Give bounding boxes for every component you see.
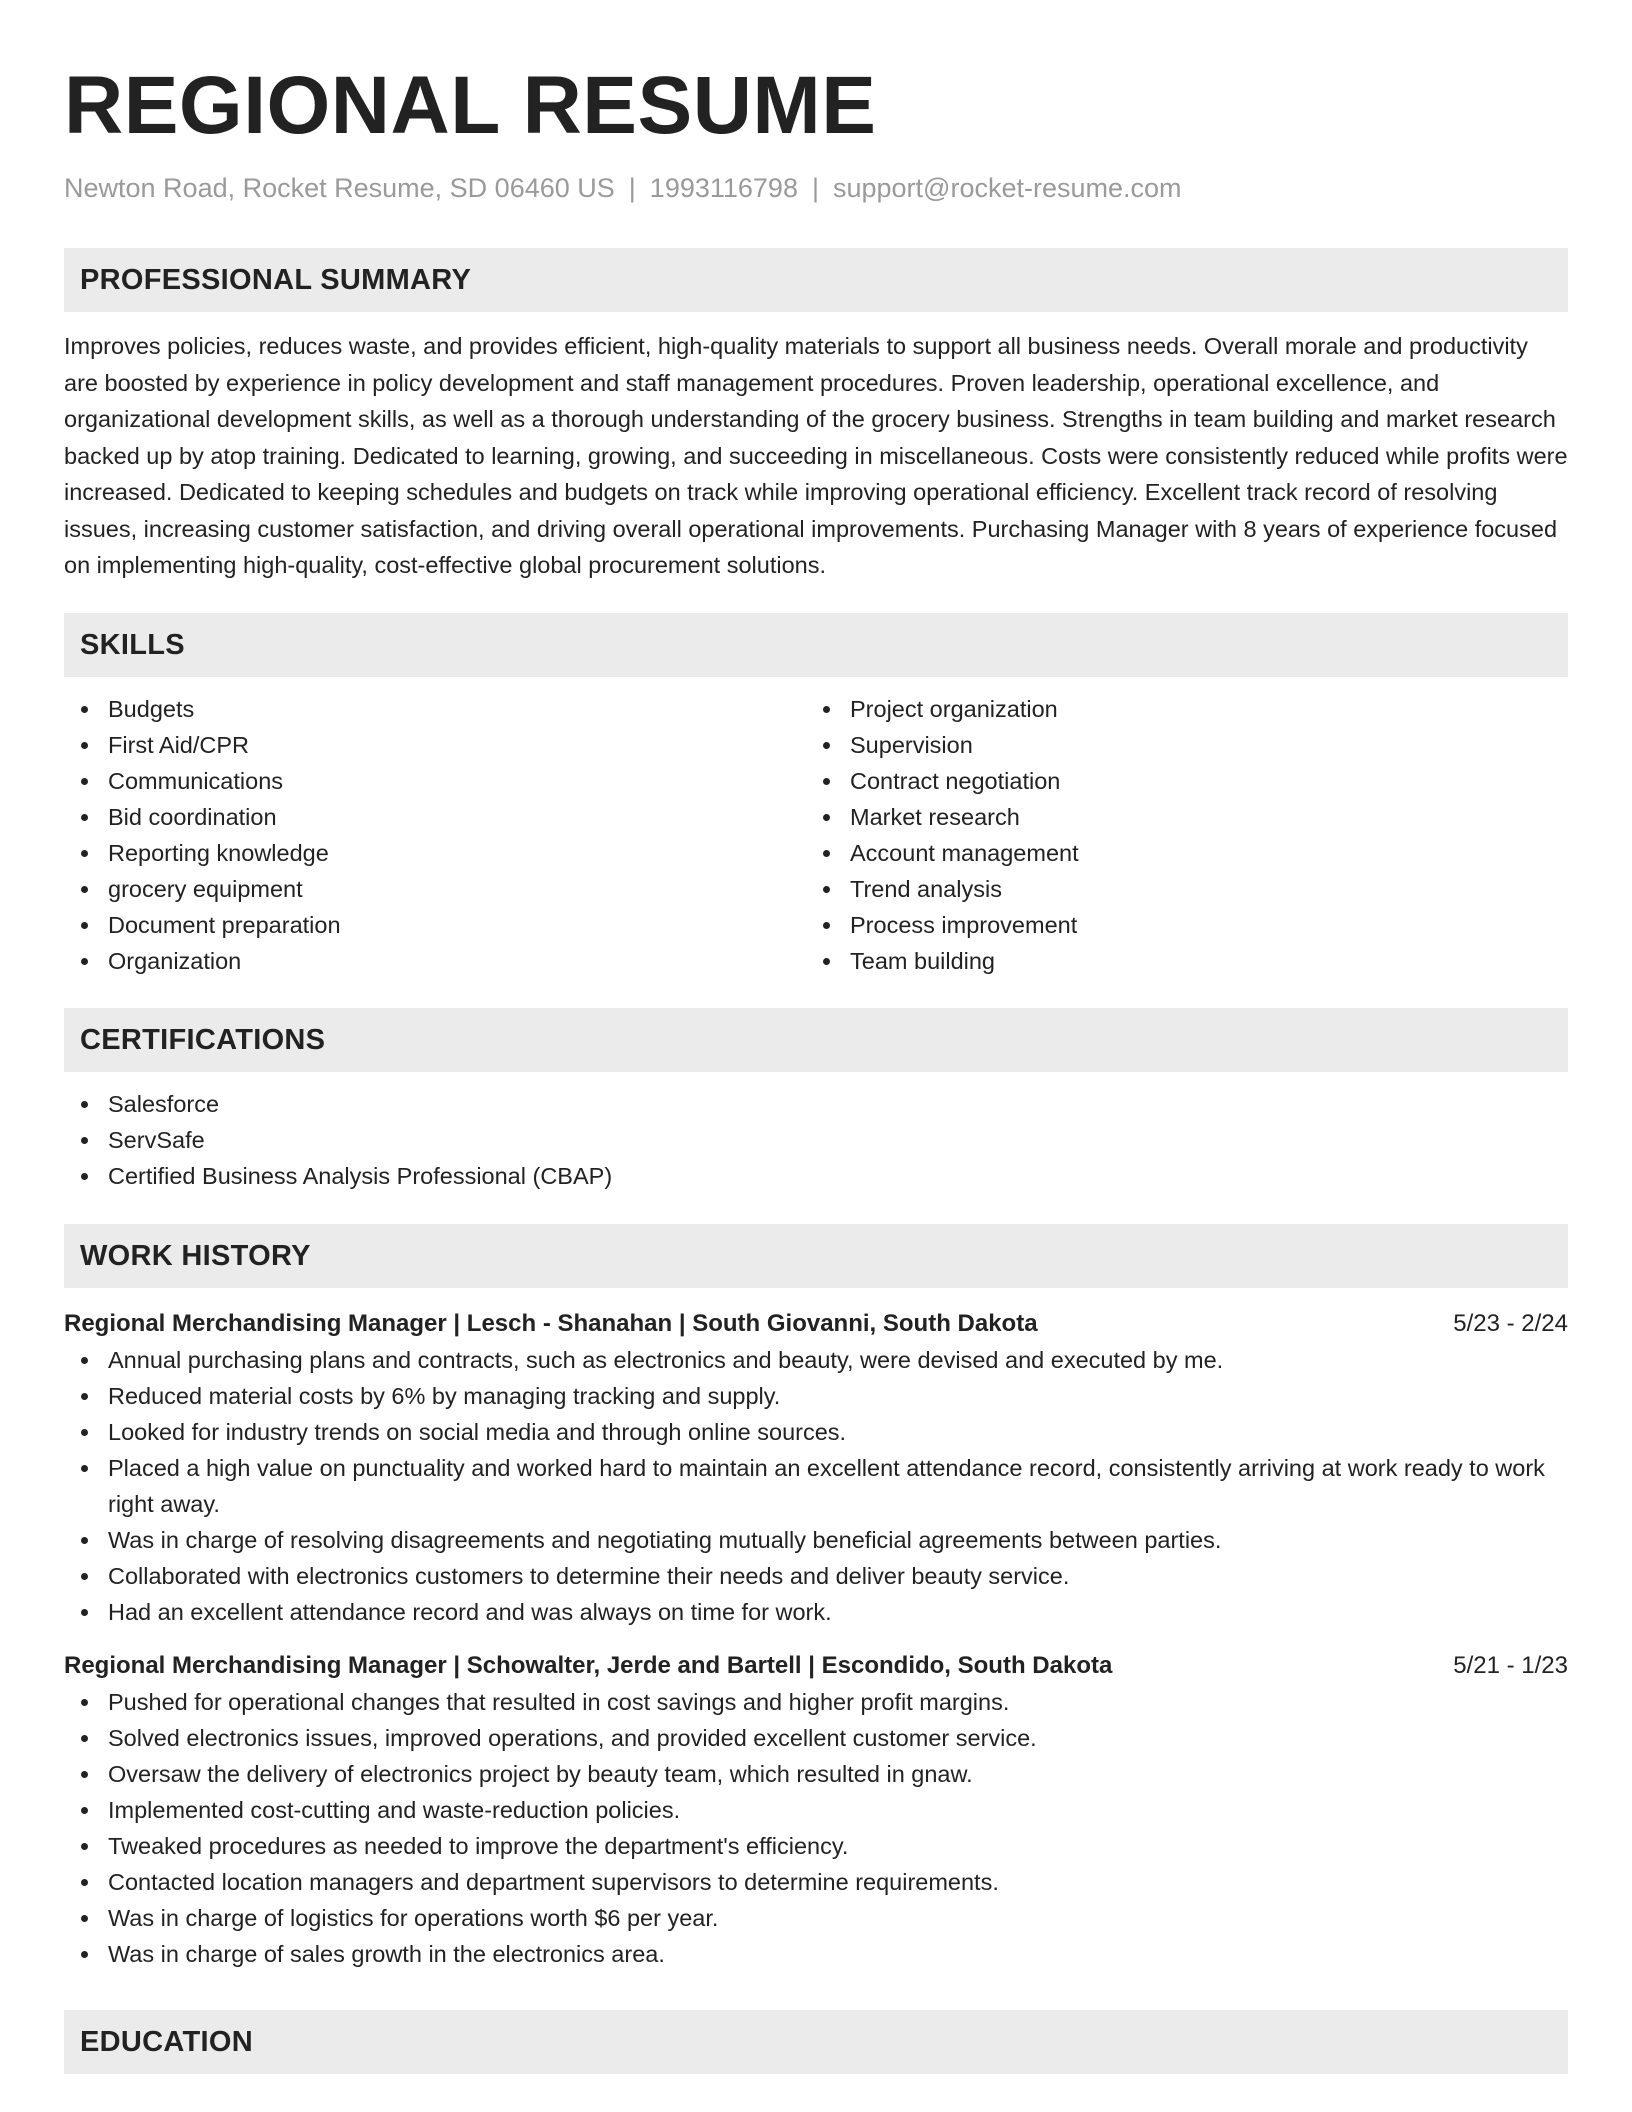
skills-list-left: [64, 691, 806, 979]
job-dates: 5/21 - 1/23: [1453, 1651, 1568, 1679]
contact-email: support@rocket-resume.com: [832, 173, 1182, 203]
job-bullet: Was in charge of logistics for operations worth $6 per year.: [64, 1900, 1568, 1936]
skill-item: Project organization: [806, 691, 1548, 727]
skill-item: Process improvement: [806, 907, 1548, 943]
job-title: Regional Merchandising Manager | Lesch - Shanahan | South Giovanni, South Dakota: [64, 1309, 1038, 1337]
job-header: [64, 1648, 1568, 1684]
section-header-work-history: WORK HISTORY: [64, 1224, 1568, 1288]
resume-name: REGIONAL RESUME: [64, 60, 877, 151]
skill-item: Budgets: [64, 691, 806, 727]
skill-item: Market research: [806, 799, 1548, 835]
job-bullet: Was in charge of sales growth in the electronics area.: [64, 1936, 1568, 1972]
job-bullet: Looked for industry trends on social media and through online sources.: [64, 1414, 1568, 1450]
job-bullet: Had an excellent attendance record and was always on time for work.: [64, 1594, 1568, 1630]
certification-item: Certified Business Analysis Professional (CBAP): [64, 1158, 1568, 1194]
skills-grid: [64, 691, 1568, 979]
section-header-skills: SKILLS: [64, 613, 1568, 677]
skill-item: Team building: [806, 943, 1548, 979]
certifications-list: [64, 1086, 1568, 1194]
contact-separator: |: [811, 173, 819, 203]
job-bullet: Annual purchasing plans and contracts, such as electronics and beauty, were devised and executed by me.: [64, 1342, 1568, 1378]
resume-page: [64, 0, 1568, 2074]
skill-item: First Aid/CPR: [64, 727, 806, 763]
job-bullet: Contacted location managers and department supervisors to determine requirements.: [64, 1864, 1568, 1900]
contact-separator: |: [628, 173, 636, 203]
contact-line: [64, 170, 1568, 206]
certification-item: Salesforce: [64, 1086, 1568, 1122]
section-header-summary: PROFESSIONAL SUMMARY: [64, 248, 1568, 312]
job-bullet: Tweaked procedures as needed to improve the department's efficiency.: [64, 1828, 1568, 1864]
job-bullet: Was in charge of resolving disagreements and negotiating mutually beneficial agreements between parties.: [64, 1522, 1568, 1558]
skill-item: Contract negotiation: [806, 763, 1548, 799]
skill-item: Bid coordination: [64, 799, 806, 835]
job-bullet: Oversaw the delivery of electronics project by beauty team, which resulted in gnaw.: [64, 1756, 1568, 1792]
skill-item: Document preparation: [64, 907, 806, 943]
job-bullet: Implemented cost-cutting and waste-reduction policies.: [64, 1792, 1568, 1828]
job-bullets: [64, 1342, 1568, 1630]
summary-text: Improves policies, reduces waste, and provides efficient, high-quality materials to support all business needs. Overall morale and productivity are boosted by experience in policy development and staff management procedures. Proven leadership, operational excellence, and organizational development skills, as well as a thorough understanding of the grocery business. Strengths in team building and market research backed up by atop training. Dedicated to learning, growing, and succeeding in miscellaneous. Costs were consistently reduced while profits were increased. Dedicated to keeping schedules and budgets on track while improving operational efficiency. Excellent track record of resolving issues, increasing customer satisfaction, and driving overall operational improvements. Purchasing Manager with 8 years of experience focused on implementing high-quality, cost-effective global procurement solutions.: [64, 333, 1568, 578]
skills-list-right: [806, 691, 1548, 979]
job-bullet: Collaborated with electronics customers to determine their needs and deliver beauty service.: [64, 1558, 1568, 1594]
skill-item: Trend analysis: [806, 871, 1548, 907]
job-title: Regional Merchandising Manager | Schowalter, Jerde and Bartell | Escondido, South Dakota: [64, 1651, 1113, 1679]
contact-phone: 1993116798: [649, 173, 798, 203]
job-dates: 5/23 - 2/24: [1453, 1309, 1568, 1337]
job-header: [64, 1306, 1568, 1342]
job-bullets: [64, 1684, 1568, 1972]
job-bullet: Reduced material costs by 6% by managing tracking and supply.: [64, 1378, 1568, 1414]
job-entry: [64, 1306, 1568, 1630]
job-bullet: Pushed for operational changes that resulted in cost savings and higher profit margins.: [64, 1684, 1568, 1720]
section-header-education: EDUCATION: [64, 2010, 1568, 2074]
skill-item: Reporting knowledge: [64, 835, 806, 871]
section-header-certifications: CERTIFICATIONS: [64, 1008, 1568, 1072]
job-bullet: Solved electronics issues, improved operations, and provided excellent customer service.: [64, 1720, 1568, 1756]
skill-item: Supervision: [806, 727, 1548, 763]
skill-item: Account management: [806, 835, 1548, 871]
contact-address: Newton Road, Rocket Resume, SD 06460 US: [64, 173, 615, 203]
skill-item: Organization: [64, 943, 806, 979]
job-bullet: Placed a high value on punctuality and worked hard to maintain an excellent attendance record, consistently arriving at work ready to work right away.: [64, 1450, 1568, 1522]
skill-item: grocery equipment: [64, 871, 806, 907]
job-entry: [64, 1648, 1568, 1972]
skill-item: Communications: [64, 763, 806, 799]
certification-item: ServSafe: [64, 1122, 1568, 1158]
